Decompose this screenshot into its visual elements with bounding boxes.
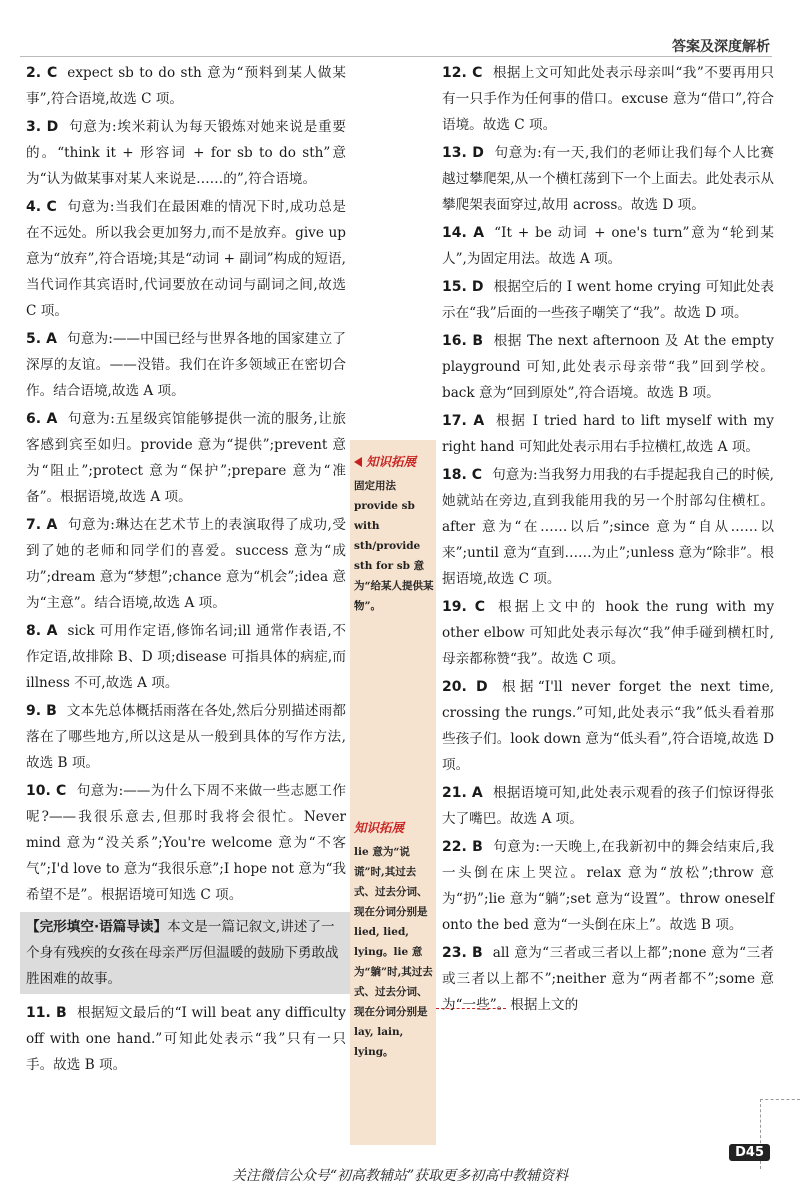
answer-entry bbox=[26, 618, 346, 696]
left-column bbox=[26, 60, 346, 1080]
answer-entry bbox=[442, 940, 774, 1018]
answer-entry bbox=[442, 594, 774, 672]
arrow-left-icon bbox=[354, 457, 362, 467]
answer-number: 14. A bbox=[442, 225, 485, 241]
footer-note: 关注微信公众号“初高教辅站”获取更多初高中教辅资料 bbox=[231, 1168, 569, 1184]
answer-number: 20. D bbox=[442, 679, 488, 695]
answer-number: 7. A bbox=[26, 517, 58, 533]
answer-number: 13. D bbox=[442, 145, 484, 161]
answer-number: 2. C bbox=[26, 65, 58, 81]
answer-text: 句意为:——为什么下周不来做一些志愿工作呢?——我很乐意去,但那时我将会很忙。Never mind 意为“没关系”;You're welcome 意为“不客气”;I'd love to 意为“我很乐意”;I hope not 意为“我希望不是”。根据语境可知选 C 项。 bbox=[26, 783, 346, 903]
answer-number: 21. A bbox=[442, 785, 483, 801]
answer-text: all 意为“三者或三者以上都”;none 意为“三者或三者以上都不”;neither 意为“两者都不”;some 意为“一些”。根据上文的 bbox=[442, 945, 775, 1013]
answer-entry bbox=[442, 220, 774, 272]
answer-text: 句意为:埃米莉认为每天锻炼对她来说是重要的。“think it + 形容词 + for sb to do sth”意为“认为做某事对某人来说是……的”,符合语境。 bbox=[26, 119, 346, 187]
knowledge-note-title-text: 知识拓展 bbox=[366, 454, 417, 469]
answer-text: expect sb to do sth 意为“预料到某人做某事”,符合语境,故选 C 项。 bbox=[26, 65, 346, 107]
answer-text: 句意为:有一天,我们的老师让我们每个人比赛越过攀爬架,从一个横杠荡到下一个上面去。此处表示从攀爬架表面穿过,故用 across。故选 D 项。 bbox=[442, 145, 775, 213]
answer-text: sick 可用作定语,修饰名词;ill 通常作表语,不作定语,故排除 B、D 项;disease 可指具体的病症,而 illness 不可,故选 A 项。 bbox=[26, 623, 346, 691]
answer-entry bbox=[442, 274, 774, 326]
answer-entry bbox=[442, 328, 774, 406]
answer-entry bbox=[26, 406, 346, 510]
header-divider bbox=[20, 56, 772, 57]
knowledge-note bbox=[354, 452, 434, 616]
answer-number: 9. B bbox=[26, 703, 57, 719]
answer-text: 句意为:当我们在最困难的情况下时,成功总是在不远处。所以我会更加努力,而不是放弃。give up 意为“放弃”,符合语境;其是“动词 + 副词”构成的短语,当代词作其宾语时,代词要放在动词与副词之间,故选 C 项。 bbox=[26, 199, 346, 319]
answer-text: 根据空后的 I went home crying 可知此处表示在“我”后面的一些孩子嘲笑了“我”。故选 D 项。 bbox=[442, 279, 775, 321]
answer-entry bbox=[442, 834, 774, 938]
answer-number: 11. B bbox=[26, 1005, 67, 1021]
answer-number: 22. B bbox=[442, 839, 483, 855]
answer-text: “It + be 动词 + one's turn”意为“轮到某人”,为固定用法。故选 A 项。 bbox=[442, 225, 774, 267]
answer-entry bbox=[26, 194, 346, 324]
answer-text: 根据上文可知此处表示母亲叫“我”不要再用只有一只手作为任何事的借口。excuse 意为“借口”,符合语境。故选 C 项。 bbox=[442, 65, 774, 133]
answer-number: 23. B bbox=[442, 945, 483, 961]
answer-entry bbox=[26, 698, 346, 776]
answer-number: 8. A bbox=[26, 623, 58, 639]
answer-text: 根据“I'll never forget the next time, crossing the rungs.”可知,此处表示“我”低头看着那些孩子们。look down 意为“低头看”,符合语境,故选 D 项。 bbox=[442, 679, 774, 773]
answer-text: 根据上文中的 hook the rung with my other elbow 可知此处表示每次“我”伸手碰到横杠时,母亲都称赞“我”。故选 C 项。 bbox=[442, 599, 774, 667]
answer-entry bbox=[442, 462, 774, 592]
knowledge-note-title bbox=[354, 452, 434, 472]
passage-guide-box bbox=[20, 912, 350, 994]
knowledge-note-title bbox=[354, 818, 434, 838]
answer-entry bbox=[442, 408, 774, 460]
answer-entry bbox=[26, 1000, 346, 1078]
answer-text: 根据语境可知,此处表示观看的孩子们惊讶得张大了嘴巴。故选 A 项。 bbox=[442, 785, 774, 827]
answer-text: 句意为:一天晚上,在我新初中的舞会结束后,我一头倒在床上哭泣。relax 意为“放松”;throw 意为“扔”;lie 意为“躺”;set 意为“设置”。throw oneself onto the bed 意为“一头倒在床上”。故选 B 项。 bbox=[442, 839, 774, 933]
passage-guide-title: 【完形填空·语篇导读】 bbox=[26, 919, 168, 935]
answer-text: 句意为:五星级宾馆能够提供一流的服务,让旅客感到宾至如归。provide 意为“提供”;prevent 意为“阻止”;protect 意为“保护”;prepare 意为“准备”。根据语境,故选 A 项。 bbox=[26, 411, 346, 505]
answer-number: 10. C bbox=[26, 783, 67, 799]
answer-text: 句意为:当我努力用我的右手提起我自己的时候,她就站在旁边,直到我能用我的另一个肘部勾住横杠。after 意为“在……以后”;since 意为“自从……以来”;until 意为“直到……为止”;unless 意为“除非”。根据语境,故选 C 项。 bbox=[442, 467, 775, 587]
passage-guide-text: 本文是一篇记叙文,讲述了一个身有残疾的女孩在母亲严厉但温暖的鼓励下勇敢战胜困难的故事。 bbox=[26, 919, 339, 987]
knowledge-note-text: lie 意为“说谎”时,其过去式、过去分词、现在分词分别是 lied, lied, lying。lie 意为“躺”时,其过去式、过去分词、现在分词分别是 lay, lain, lying。 bbox=[354, 846, 433, 1058]
answer-number: 18. C bbox=[442, 467, 483, 483]
page-header-title: 答案及深度解析 bbox=[672, 39, 770, 55]
answer-text: 句意为:——中国已经与世界各地的国家建立了深厚的友谊。——没错。我们在许多领域正在密切合作。结合语境,故选 A 项。 bbox=[26, 331, 346, 399]
answer-number: 6. A bbox=[26, 411, 58, 427]
answer-number: 17. A bbox=[442, 413, 485, 429]
answer-text: 文本先总体概括雨落在各处,然后分别描述雨都落在了哪些地方,所以这是从一般到具体的写作方法,故选 B 项。 bbox=[26, 703, 346, 771]
answer-entry bbox=[26, 512, 346, 616]
answer-number: 16. B bbox=[442, 333, 483, 349]
page-number: D45 bbox=[729, 1144, 770, 1161]
answer-entry bbox=[442, 60, 774, 138]
answer-number: 3. D bbox=[26, 119, 59, 135]
answer-entry bbox=[26, 778, 346, 908]
knowledge-note bbox=[354, 818, 434, 1062]
answer-entry bbox=[26, 114, 346, 192]
answer-text: 句意为:琳达在艺术节上的表演取得了成功,受到了她的老师和同学们的喜爱。success 意为“成功”;dream 意为“梦想”;chance 意为“机会”;idea 意为“主意”。结合语境,故选 A 项。 bbox=[26, 517, 346, 611]
knowledge-note-text: 固定用法 provide sb with sth/provide sth for sb 意为“给某人提供某物”。 bbox=[354, 480, 434, 612]
answer-entry bbox=[442, 674, 774, 778]
answer-entry bbox=[442, 140, 774, 218]
answer-number: 12. C bbox=[442, 65, 483, 81]
answer-number: 4. C bbox=[26, 199, 57, 215]
knowledge-note-title-text: 知识拓展 bbox=[354, 820, 405, 835]
answer-entry bbox=[26, 60, 346, 112]
answer-number: 19. C bbox=[442, 599, 486, 615]
answer-text: 根据 I tried hard to lift myself with my right hand 可知此处表示用右手拉横杠,故选 A 项。 bbox=[442, 413, 774, 455]
answer-text: 根据短文最后的“I will beat any difficulty off with one hand.”可知此处表示“我”只有一只手。故选 B 项。 bbox=[26, 1005, 346, 1073]
answer-number: 5. A bbox=[26, 331, 57, 347]
answer-entry bbox=[26, 326, 346, 404]
answer-text: 根据 The next afternoon 及 At the empty playground 可知,此处表示母亲带“我”回到学校。back 意为“回到原处”,符合语境。故选 B 项。 bbox=[442, 333, 774, 401]
answer-entry bbox=[442, 780, 774, 832]
answer-number: 15. D bbox=[442, 279, 484, 295]
right-column bbox=[442, 60, 774, 1020]
